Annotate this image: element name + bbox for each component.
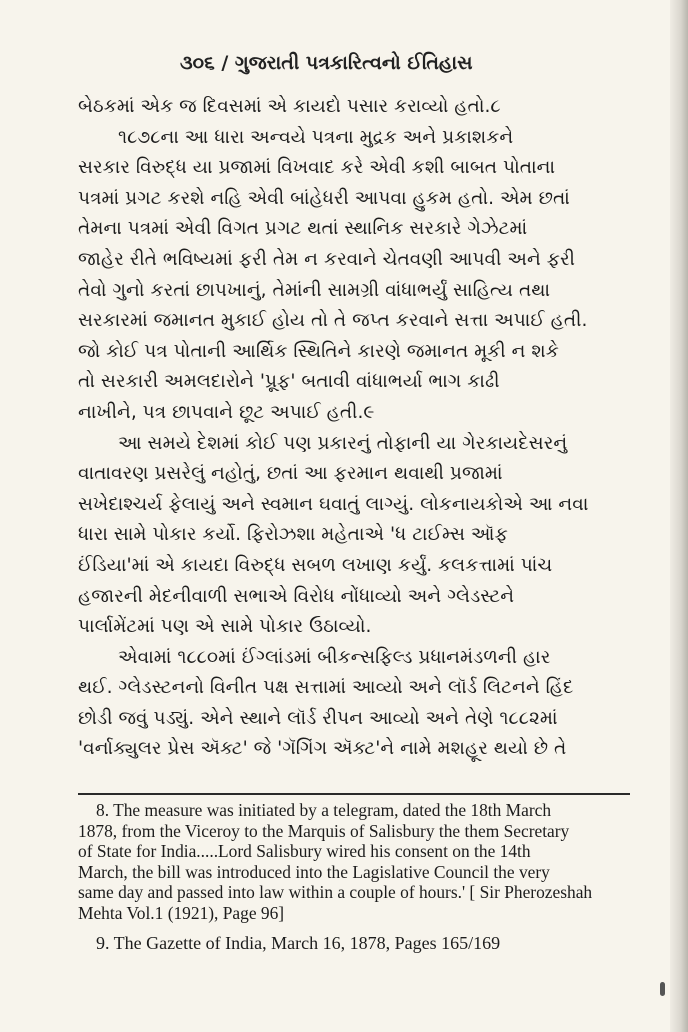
footnote-divider (78, 793, 630, 795)
body-line: ધારા સામે પોકાર કર્યો. ફિરોઝશા મહેતાએ 'ધ ટાઈમ્સ ઑફ (78, 524, 508, 546)
body-line: બેઠકમાં એક જ દિવસમાં એ કાયદો પસાર કરાવ્યો હતો.૮ (78, 96, 501, 117)
running-header: ૩૦૬ / ગુજરાતી પત્રકારિત્વનો ઈતિહાસ (180, 52, 473, 74)
body-line: સખેદાશ્ચર્ય ફેલાયું અને સ્વમાન ઘવાતું લાગ્યું. લોકનાયકોએ આ નવા (78, 493, 589, 515)
body-line: જાહેર રીતે ભવિષ્યમાં ફરી તેમ ન કરવાને ચેતવણી આપવી અને ફરી (78, 248, 575, 270)
body-line: ૧૮૭૮ના આ ધારા અન્વયે પત્રના મુદ્રક અને પ્રકાશકને (118, 126, 514, 148)
footnote-8-line: 1878, from the Viceroy to the Marquis of Salisbury the them Secretary (78, 820, 570, 841)
body-text (78, 92, 653, 765)
footnotes (78, 800, 638, 954)
body-line: પત્રમાં પ્રગટ કરશે નહિ એવી બાંહેધરી આપવા હુકમ હતો. એમ છતાં (78, 187, 570, 209)
body-line: સરકાર વિરુદ્ધ યા પ્રજામાં વિખવાદ કરે એવી કશી બાબત પોતાના (78, 157, 556, 179)
body-line: વાતાવરણ પ્રસરેલું નહોતું, છતાં આ ફરમાન થવાથી પ્રજામાં (78, 463, 503, 485)
body-line: ઈંડિયા'માં એ કાયદા વિરુદ્ધ સબળ લખાણ કર્યું. કલકત્તામાં પાંચ (78, 554, 553, 576)
footnote-8-line: of State for India.....Lord Salisbury wired his consent on the 14th (78, 841, 531, 861)
footnote-8-line: Mehta Vol.1 (1921), Page 96] (78, 902, 285, 923)
body-line: સરકારમાં જમાનત મુકાઈ હોય તો તે જપ્ત કરવાને સત્તા અપાઈ હતી. (78, 310, 588, 332)
body-line: થઈ. ગ્લેડસ્ટનનો વિનીત પક્ષ સત્તામાં આવ્યો અને લૉર્ડ લિટનને હિંદ (78, 677, 574, 699)
footnote-8-line: March, the bill was introduced into the Lagislative Council the very (78, 861, 550, 882)
footnote-8-line: 8. The measure was initiated by a telegram, dated the 18th March (96, 800, 552, 820)
body-line: એવામાં ૧૮૮૦માં ઈંગ્લાંડમાં બીકન્સફિલ્ડ પ્રધાનમંડળની હાર (118, 646, 551, 668)
body-line: 'વર્નાક્યુલર પ્રેસ ઍક્ટ' જે 'ગૅગિંગ ઍક્ટ'ને નામે મશહૂર થયો છે તે (78, 738, 567, 760)
body-line: પાર્લામેંટમાં પણ એ સામે પોકાર ઉઠાવ્યો. (78, 616, 372, 638)
body-line: છોડી જવું પડ્યું. એને સ્થાને લૉર્ડ રીપન આવ્યો અને તેણે ૧૮૮૨માં (78, 707, 558, 729)
body-line: હજારની મેદનીવાળી સભાએ વિરોધ નોંધાવ્યો અને ગ્લેડસ્ટને (78, 585, 515, 607)
body-line: તેમના પત્રમાં એવી વિગત પ્રગટ થતાં સ્થાનિક સરકારે ગેઝેટમાં (78, 218, 528, 240)
body-line: તો સરકારી અમલદારોને 'પ્રૂફ' બતાવી વાંધાભર્યા ભાગ કાઢી (78, 371, 500, 393)
body-line: આ સમયે દેશમાં કોઈ પણ પ્રકારનું તોફાની યા ગેરકાયદેસરનું (118, 432, 568, 454)
body-line: જો કોઈ પત્ર પોતાની આર્થિક સ્થિતિને કારણે જમાનત મૂકી ન શકે (78, 340, 559, 362)
body-line: નાખીને, પત્ર છાપવાને છૂટ અપાઈ હતી.૯ (78, 401, 375, 423)
body-line: તેવો ગુનો કરતાં છાપખાનું, તેમાંની સામગ્રી વાંધાભર્યું સાહિત્ય તથા (78, 279, 551, 301)
scan-mark (660, 982, 665, 996)
footnote-8-line: same day and passed into law within a couple of hours.' [ Sir Pherozeshah (78, 882, 593, 902)
footnote-9: 9. The Gazette of India, March 16, 1878, Pages 165/169 (96, 933, 501, 953)
